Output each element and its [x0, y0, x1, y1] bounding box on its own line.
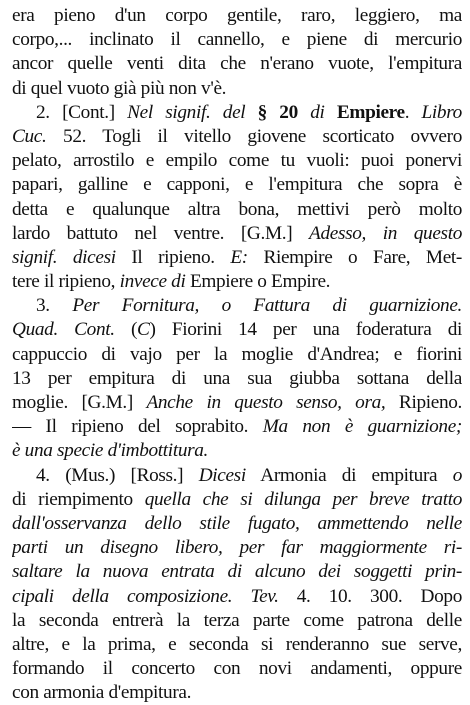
- text-line: [12, 464, 462, 488]
- text-run: 3.: [36, 295, 73, 317]
- text-line: [12, 657, 462, 681]
- text-line: [12, 633, 462, 657]
- text-line: [12, 149, 462, 173]
- text-line: [12, 198, 462, 222]
- text-run: Dicesi: [198, 464, 246, 486]
- text-line: [12, 52, 462, 76]
- text-line: [12, 367, 462, 391]
- text-run: parti un disegno libero, per far maggiormente ri-: [12, 537, 462, 559]
- text-run: § 20: [257, 101, 311, 123]
- text-run: signif. dicesi: [12, 246, 116, 268]
- text-line: [12, 609, 462, 633]
- text-run: Anche in questo senso, ora,: [146, 392, 386, 413]
- text-run: quella che si dilunga per breve tratto: [144, 488, 462, 510]
- text-run: Riempire o Fare, Met-: [247, 246, 462, 268]
- text-line: [12, 391, 462, 415]
- text-line: [12, 77, 462, 101]
- text-run: Libro: [421, 101, 462, 123]
- text-run: 2. [Cont.]: [36, 101, 128, 123]
- text-run: 4. (Mus.) [Ross.]: [36, 464, 199, 486]
- text-line: [12, 222, 462, 246]
- text-line: [12, 101, 462, 125]
- text-line: [12, 28, 462, 52]
- text-run: 13 per empitura di una sua giubba sottana della: [12, 367, 462, 389]
- text-line: [12, 270, 462, 294]
- text-run: detta e qualunque altra bona, mettivi però molto: [12, 198, 462, 220]
- text-run: moglie. [G.M.]: [12, 392, 147, 413]
- text-line: [12, 246, 462, 270]
- text-run: corpo,... inclinato il cannello, e piene di mercurio: [12, 29, 462, 51]
- text-run: E:: [230, 246, 248, 268]
- text-line: [12, 173, 462, 197]
- text-line: [12, 4, 462, 28]
- text-run: ancor quelle venti dita che n'erano vuote, l'empitura: [12, 53, 462, 75]
- text-run: .: [404, 101, 422, 123]
- text-run: Empiere o Empire.: [185, 271, 331, 293]
- text-run: C: [137, 319, 150, 341]
- text-run: lardo battuto nel ventre. [G.M.]: [12, 222, 310, 244]
- text-line: [12, 681, 462, 705]
- text-run: di riempimento: [12, 488, 145, 510]
- text-run: — Il ripieno del soprabito.: [12, 416, 263, 438]
- text-run: di quel vuoto già più non v'è.: [12, 77, 227, 99]
- text-run: Cuc.: [12, 125, 47, 147]
- text-run: altre, e la prima, e seconda si renderanno sue serve,: [12, 633, 462, 655]
- text-run: cappuccio di vajo per la moglie d'Andrea; e fiorini: [12, 343, 462, 365]
- text-line: [12, 415, 462, 439]
- text-run: dall'osservanza dello stile fugato, ammettendo nelle: [12, 512, 462, 534]
- text-line: [12, 536, 462, 560]
- text-run: Armonia di empitura: [245, 464, 453, 486]
- text-run: o: [452, 464, 462, 486]
- text-run: invece di: [119, 271, 186, 293]
- text-run: Empiere: [336, 101, 405, 123]
- text-run: era pieno d'un corpo gentile, raro, leggiero, ma: [12, 5, 462, 26]
- text-run: di: [310, 101, 337, 123]
- text-run: Ma non è guarnizione;: [262, 416, 462, 438]
- text-run: Quad. Cont.: [12, 319, 115, 341]
- text-run: tere il ripieno,: [12, 271, 120, 293]
- text-run: Ripieno.: [385, 392, 462, 413]
- text-run: cipali della composizione. Tev.: [12, 585, 279, 607]
- text-run: Per Fornitura, o Fattura di guarnizione.: [72, 295, 462, 317]
- text-line: [12, 125, 462, 149]
- text-line: [12, 439, 462, 463]
- text-line: [12, 318, 462, 342]
- text-run: papari, galline e capponi, e l'empitura che sopra è: [12, 174, 462, 196]
- text-line: [12, 512, 462, 536]
- text-line: [12, 488, 462, 512]
- text-run: Adesso, in questo: [309, 222, 462, 244]
- text-run: saltare la nuova entrata di alcuno dei soggetti prin-: [12, 561, 462, 583]
- text-run: 4. 10. 300. Dopo: [278, 585, 462, 607]
- text-run: formando il concerto con novi andamenti, oppure: [12, 658, 462, 680]
- text-run: la seconda entrerà la terza parte come patrona delle: [12, 609, 462, 631]
- text-line: [12, 343, 462, 367]
- text-run: pelato, arrostilo e empilo come tu vuoli: puoi ponervi: [12, 150, 462, 172]
- text-line: [12, 585, 462, 609]
- text-run: è una specie d'imbottitura.: [12, 440, 209, 462]
- text-line: [12, 294, 462, 318]
- text-run: ) Fiorini 14 per una foderatura di: [149, 319, 462, 341]
- text-run: (: [114, 319, 138, 341]
- entry-text-block: [12, 4, 462, 705]
- text-line: [12, 560, 462, 584]
- text-run: Il ripieno.: [115, 246, 231, 268]
- text-run: 52. Togli il vitello giovene scorticato ovvero: [46, 125, 462, 147]
- text-run: Nel signif. del: [127, 101, 258, 123]
- text-run: con armonia d'empitura.: [12, 682, 192, 704]
